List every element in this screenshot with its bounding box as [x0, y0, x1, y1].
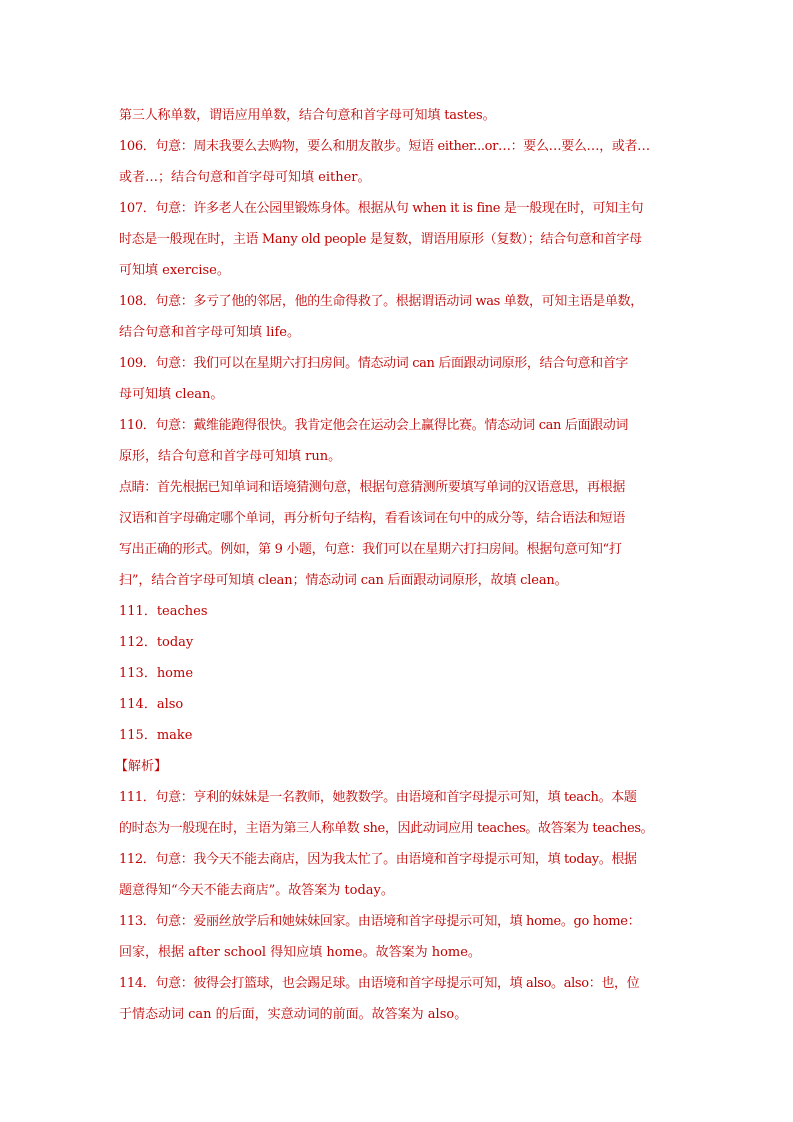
- tip-line: 写出正确的形式。例如，第 9 小题，句意：我们可以在星期六打扫房间。根据句意可知“打: [119, 542, 622, 557]
- explanation-line-112: 112．句意：我今天不能去商店，因为我太忙了。由语境和首字母提示可知，填 today。根据: [119, 852, 637, 867]
- answer-113: 113．home: [119, 666, 194, 681]
- explanation-line: 第三人称单数，谓语应用单数，结合句意和首字母可知填 tastes。: [119, 108, 496, 123]
- explanation-line-107: 107．句意：许多老人在公园里锻炼身体。根据从句 when it is fine 是一般现在时，可知主句: [119, 201, 644, 216]
- explanation-line-109: 109．句意：我们可以在星期六打扫房间。情态动词 can 后面跟动词原形，结合句意和首字: [119, 356, 629, 371]
- explanation-line-111: 111．句意：亨利的妹妹是一名教师，她教数学。由语境和首字母提示可知，填 teach。本题: [119, 790, 637, 805]
- explanation-line-114: 114．句意：彼得会打篮球，也会踢足球。由语境和首字母提示可知，填 also。also：也，位: [119, 976, 640, 991]
- answer-115: 115．make: [119, 728, 193, 743]
- explanation-line-113: 113．句意：爱丽丝放学后和她妹妹回家。由语境和首字母提示可知，填 home。go home：: [119, 914, 641, 929]
- answer-112: 112．today: [119, 635, 194, 650]
- tip-line: 汉语和首字母确定哪个单词，再分析句子结构，看看该词在句中的成分等，结合语法和短语: [119, 511, 626, 526]
- explanation-line: 原形，结合句意和首字母可知填 run。: [119, 449, 342, 464]
- analysis-heading: 【解析】: [115, 759, 168, 774]
- answer-114: 114．also: [119, 697, 184, 712]
- explanation-line: 时态是一般现在时，主语 Many old people 是复数，谓语用原形（复数）；结合句意和首字母: [119, 232, 642, 247]
- answer-111: 111．teaches: [119, 604, 208, 619]
- tip-line: 点睛：首先根据已知单词和语境猜测句意，根据句意猜测所要填写单词的汉语意思，再根据: [119, 480, 626, 495]
- document-body: [115, 100, 675, 1030]
- explanation-line: 的时态为一般现在时，主语为第三人称单数 she，因此动词应用 teaches。故答案为 teaches。: [119, 821, 654, 836]
- explanation-line: 于情态动词 can 的后面，实意动词的前面。故答案为 also。: [119, 1007, 468, 1022]
- explanation-line: 回家，根据 after school 得知应填 home。故答案为 home。: [119, 945, 481, 960]
- tip-line: 扫”，结合首字母可知填 clean；情态动词 can 后面跟动词原形，故填 clean。: [119, 573, 568, 588]
- explanation-line: 母可知填 clean。: [119, 387, 224, 402]
- explanation-line: 结合句意和首字母可知填 life。: [119, 325, 300, 340]
- explanation-line: 或者…；结合句意和首字母可知填 either。: [119, 170, 371, 185]
- explanation-line: 题意得知“今天不能去商店”。故答案为 today。: [119, 883, 394, 898]
- explanation-line-108: 108．句意：多亏了他的邻居，他的生命得救了。根据谓语动词 was 单数，可知主语是单数，: [119, 294, 643, 309]
- explanation-line: 可知填 exercise。: [119, 263, 230, 278]
- explanation-line-106: 106．句意：周末我要么去购物，要么和朋友散步。短语 either...or…：要么…要么…，或者…: [119, 139, 650, 154]
- explanation-line-110: 110．句意：戴维能跑得很快。我肯定他会在运动会上赢得比赛。情态动词 can 后面跟动词: [119, 418, 629, 433]
